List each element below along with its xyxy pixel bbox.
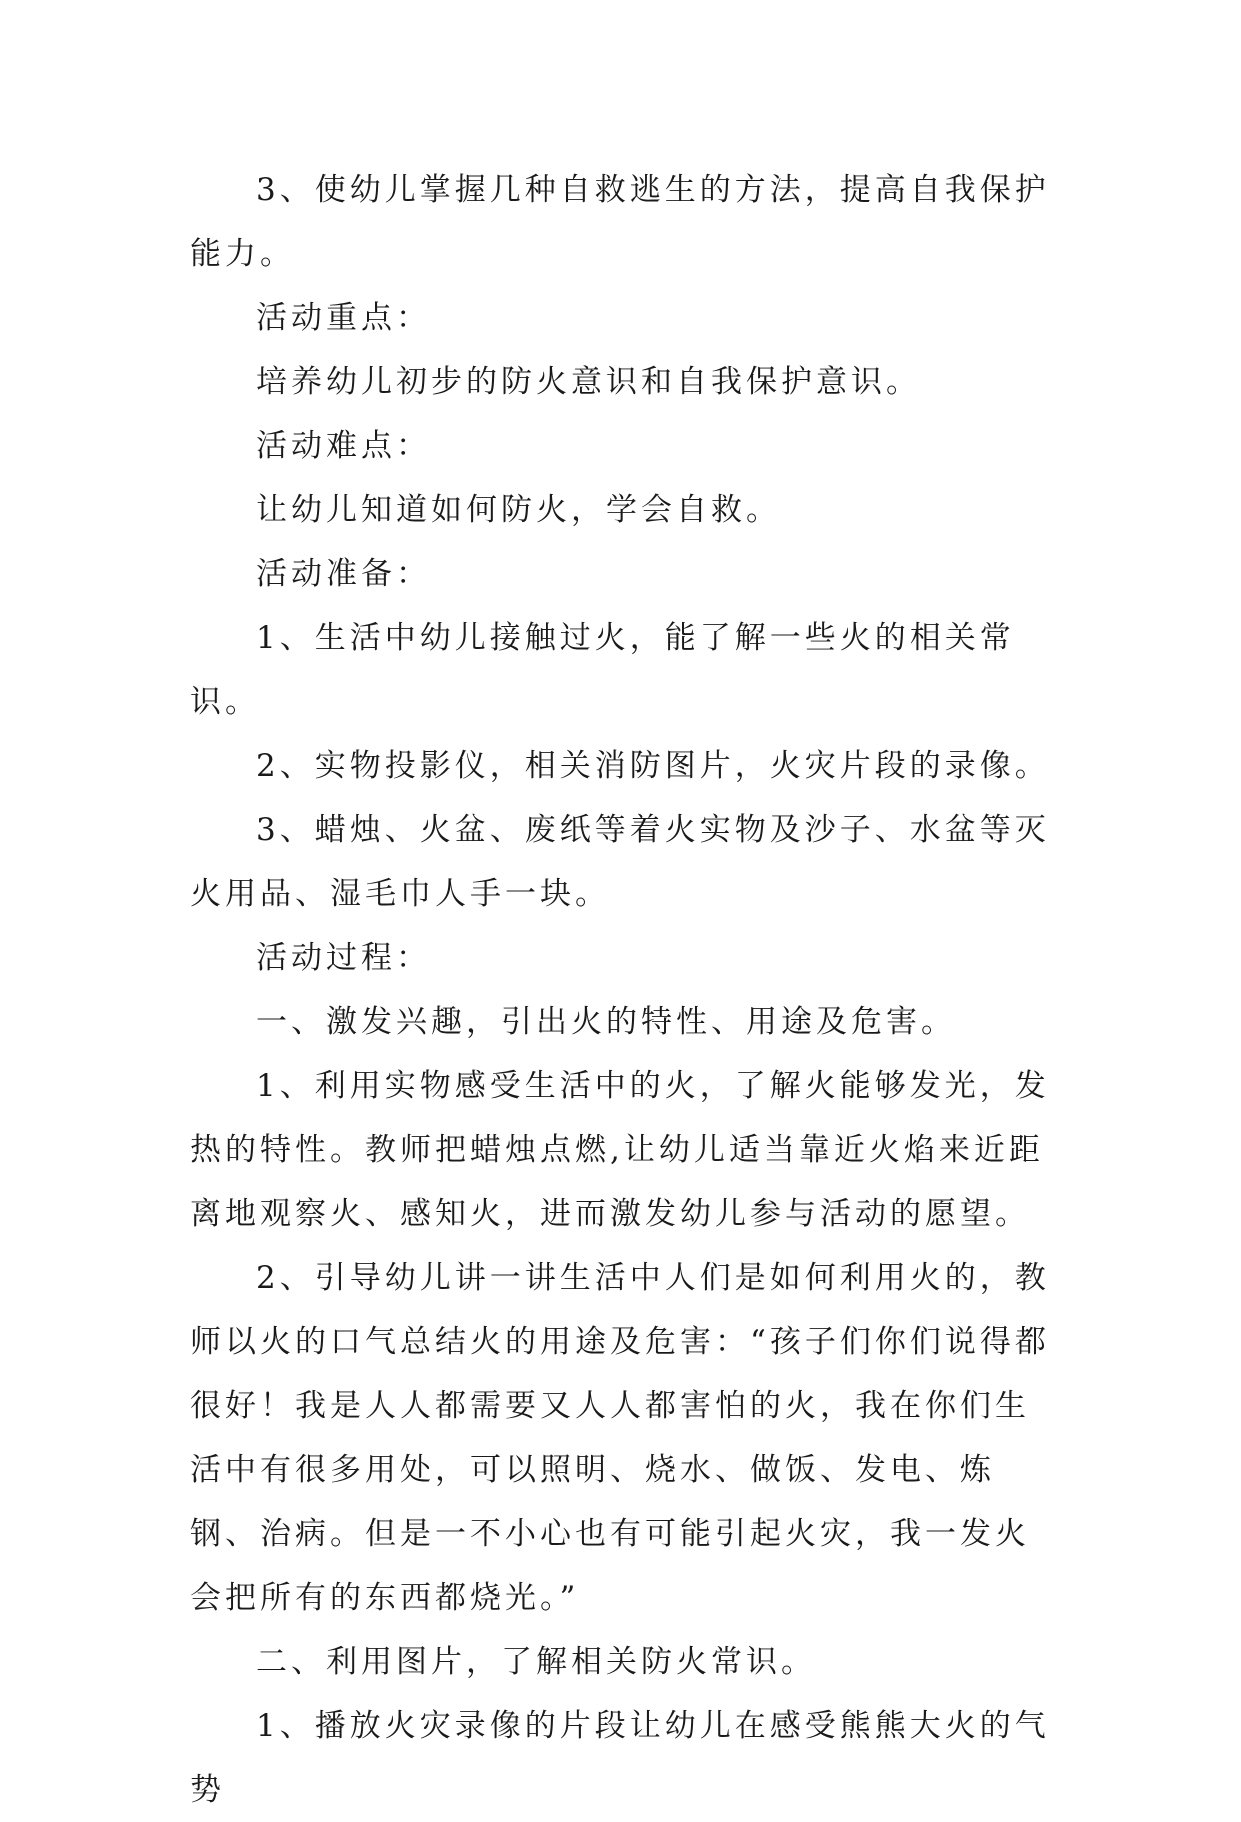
paragraph: 3、蜡烛、火盆、废纸等着火实物及沙子、水盆等灭火用品、湿毛巾人手一块。 (190, 812, 1050, 912)
paragraph: 培养幼儿初步的防火意识和自我保护意识。 (256, 364, 921, 400)
paragraph: 2、引导幼儿讲一讲生活中人们是如何利用火的，教师以火的口气总结火的用途及危害：“孩子们你们说得都很好！我是人人都需要又人人都害怕的火，我在你们生活中有很多用处，可以照明、烧水、做饭、发电、炼钢、治病。但是一不小心也有可能引起火灾，我一发火会把所有的东西都烧光。” (190, 1260, 1050, 1616)
paragraph: 1、生活中幼儿接触过火，能了解一些火的相关常识。 (190, 620, 1015, 720)
paragraph: 1、利用实物感受生活中的火，了解火能够发光，发热的特性。教师把蜡烛点燃,让幼儿适当靠近火焰来近距离地观察火、感知火，进而激发幼儿参与活动的愿望。 (190, 1068, 1050, 1232)
paragraph: 1、播放火灾录像的片段让幼儿在感受熊熊大火的气势 (190, 1708, 1050, 1808)
section-heading: 活动过程： (256, 940, 431, 976)
paragraph: 3、使幼儿掌握几种自救逃生的方法，提高自我保护能力。 (190, 172, 1050, 272)
section-heading: 活动难点： (256, 428, 431, 464)
paragraph: 二、利用图片，了解相关防火常识。 (256, 1644, 816, 1680)
document-body (190, 158, 1060, 1822)
paragraph: 一、激发兴趣，引出火的特性、用途及危害。 (256, 1004, 956, 1040)
section-heading: 活动重点： (256, 300, 431, 336)
paragraph: 2、实物投影仪，相关消防图片，火灾片段的录像。 (256, 748, 1050, 784)
section-heading: 活动准备： (256, 556, 431, 592)
paragraph: 让幼儿知道如何防火，学会自救。 (256, 492, 781, 528)
